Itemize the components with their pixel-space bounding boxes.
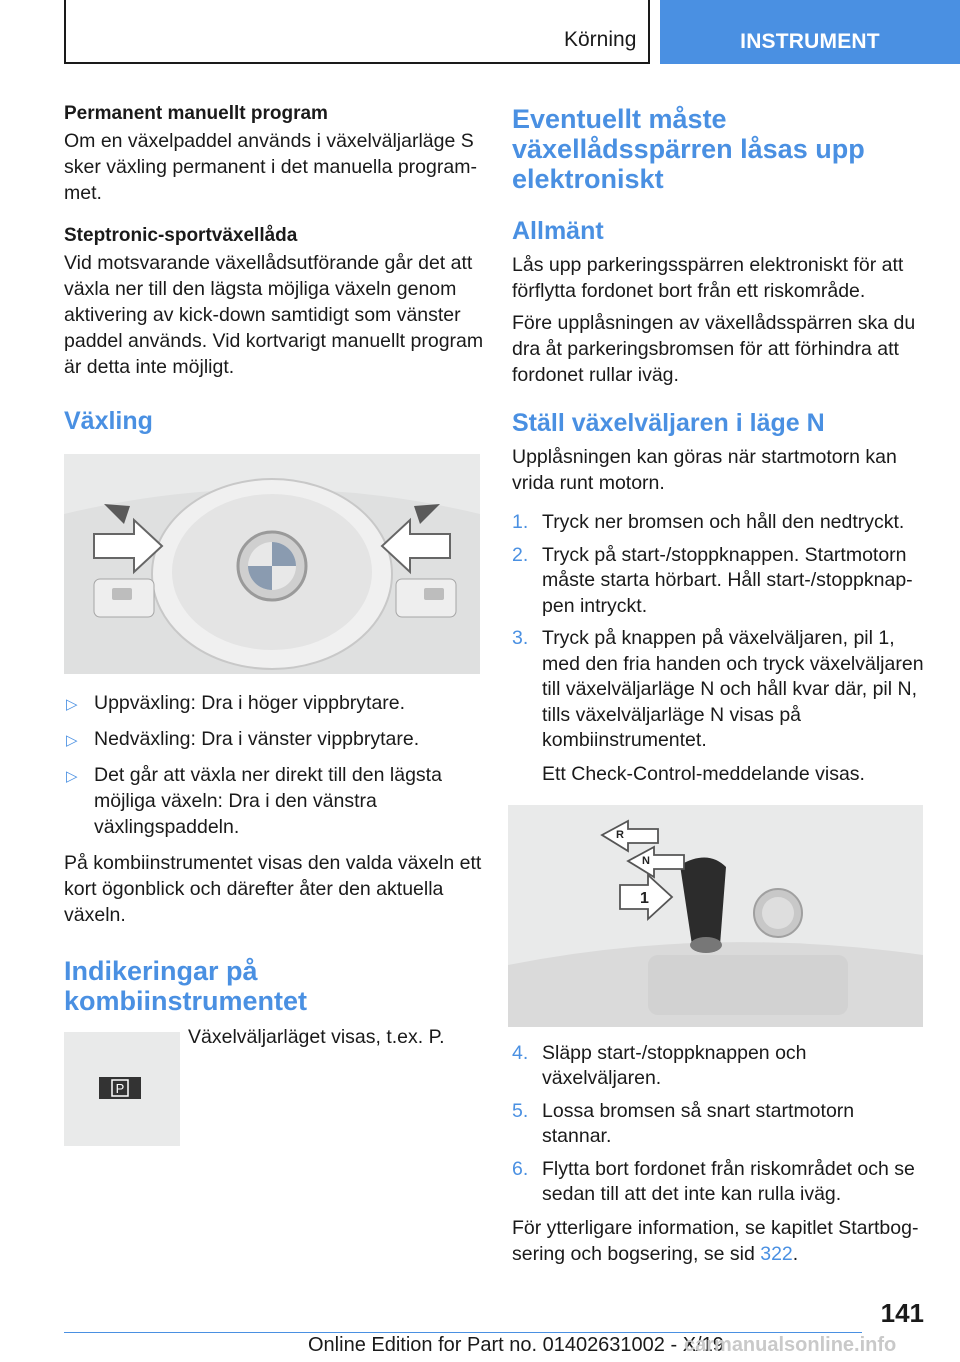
list-item: 5. Lossa bromsen så snart startmotorn stannar. — [512, 1099, 855, 1147]
heading-main: Eventuellt måste växellådsspärren låsas upp elektroniskt — [512, 104, 865, 194]
steps-list-2 — [512, 1041, 927, 1208]
para-allmant-1: Lås upp parkeringsspärren elektroniskt för att förflytta fordonet bort från ett riskområde. — [512, 254, 904, 302]
arrow-label-n: N — [642, 854, 650, 867]
gear-indicator-image — [64, 1032, 180, 1146]
list-item: 4. Släpp start-/stoppknappen och växelväljaren. — [512, 1041, 807, 1089]
gear-indicator-graphic — [64, 1032, 180, 1146]
para-allmant-2: Före upplåsningen av växellådsspärren ska du dra åt parkeringsbromsen för att förhindra att fordonet rullar iväg. — [512, 312, 916, 386]
page-link[interactable]: 322 — [760, 1242, 793, 1265]
list-item: 3. Tryck på knappen på växelväljaren, pil 1, med den fria handen och tryck växelväljaren till växelväljarläge N och håll kvar där, pil N, tills växelväljarläge N visas på kombiinstrumentet. — [512, 627, 924, 751]
list-item: 2. Tryck på start-/stoppknappen. Startmotorn måste starta hörbart. Håll start-/stoppknappen intryckt. — [512, 543, 913, 617]
para-steptronic: Vid motsvarande växellådsutförande går det att växla ner till den lägsta möjliga växeln genom aktivering av kick-down samtidigt som vänster paddel används. Vid kortvarigt manuellt program är detta inte möjligt. — [64, 252, 484, 378]
footer-divider — [64, 1332, 862, 1333]
heading-vaxling: Växling — [64, 407, 153, 435]
header-chapter: INSTRUMENT — [660, 0, 960, 64]
triangle-bullet-icon: ▷ — [66, 696, 78, 713]
list-item: 1. Tryck ner bromsen och håll den nedtryckt. — [512, 511, 905, 533]
triangle-bullet-icon: ▷ — [66, 732, 78, 749]
heading-steptronic: Steptronic-sportväxellåda — [64, 225, 298, 246]
arrow-label-r: R — [616, 828, 624, 841]
gear-selector-illustration — [508, 805, 923, 1027]
watermark-text: carmanualsonline.info — [684, 1334, 897, 1356]
left-column — [64, 100, 484, 1154]
list-item: ▷ Nedväxling: Dra i vänster vippbrytare. — [64, 726, 484, 752]
heading-stall: Ställ växelväljaren i läge N — [512, 409, 825, 437]
heading-allmant: Allmänt — [512, 217, 604, 245]
triangle-bullet-icon: ▷ — [66, 768, 78, 785]
header-frame — [64, 0, 650, 64]
arrow-label-1: 1 — [640, 889, 649, 907]
gear-selector-image — [508, 805, 923, 1027]
page-number: 141 — [880, 1298, 924, 1328]
list-item: 6. Flytta bort fordonet från riskområdet och se sedan till att det inte kan rulla iväg. — [512, 1157, 915, 1205]
steering-wheel-image — [64, 454, 480, 674]
list-item: ▷ Det går att växla ner direkt till den lägsta möjliga växeln: Dra i den vänstra växlingspaddeln. — [66, 764, 442, 838]
para-manual-program: Om en växelpaddel används i växelväljarläge S sker växling permanent i det manuella programmet. — [64, 130, 477, 204]
indicator-row — [64, 1024, 484, 1154]
gear-indicator-letter: P — [115, 1081, 125, 1096]
heading-manual-program: Permanent manuellt program — [64, 103, 328, 124]
para-stall: Upplåsningen kan göras när startmotorn kan vrida runt motorn. — [512, 446, 897, 494]
right-column — [512, 104, 927, 1279]
para-indikeringar: Växelväljarläget visas, t.ex. P. — [188, 1026, 445, 1048]
header-section: Körning — [564, 28, 637, 51]
para-more-info: För ytterligare information, se kapitlet Startbogsering och bogsering, se sid 322. — [512, 1216, 919, 1265]
steering-wheel-illustration — [64, 454, 480, 674]
step3-note: Ett Check-Control-meddelande visas. — [542, 762, 865, 785]
list-item: ▷ Uppväxling: Dra i höger vippbrytare. — [64, 690, 484, 716]
steps-list-1 — [512, 510, 927, 754]
heading-indikeringar: Indikeringar på kombiinstrumentet — [64, 956, 308, 1016]
vaxling-list — [64, 690, 484, 840]
para-kombi: På kombiinstrumentet visas den valda växeln ett kort ögonblick och därefter åter den aktuella växeln. — [64, 852, 482, 926]
footer-edition: Online Edition for Part no. 01402631002 - X/19 — [308, 1334, 724, 1356]
